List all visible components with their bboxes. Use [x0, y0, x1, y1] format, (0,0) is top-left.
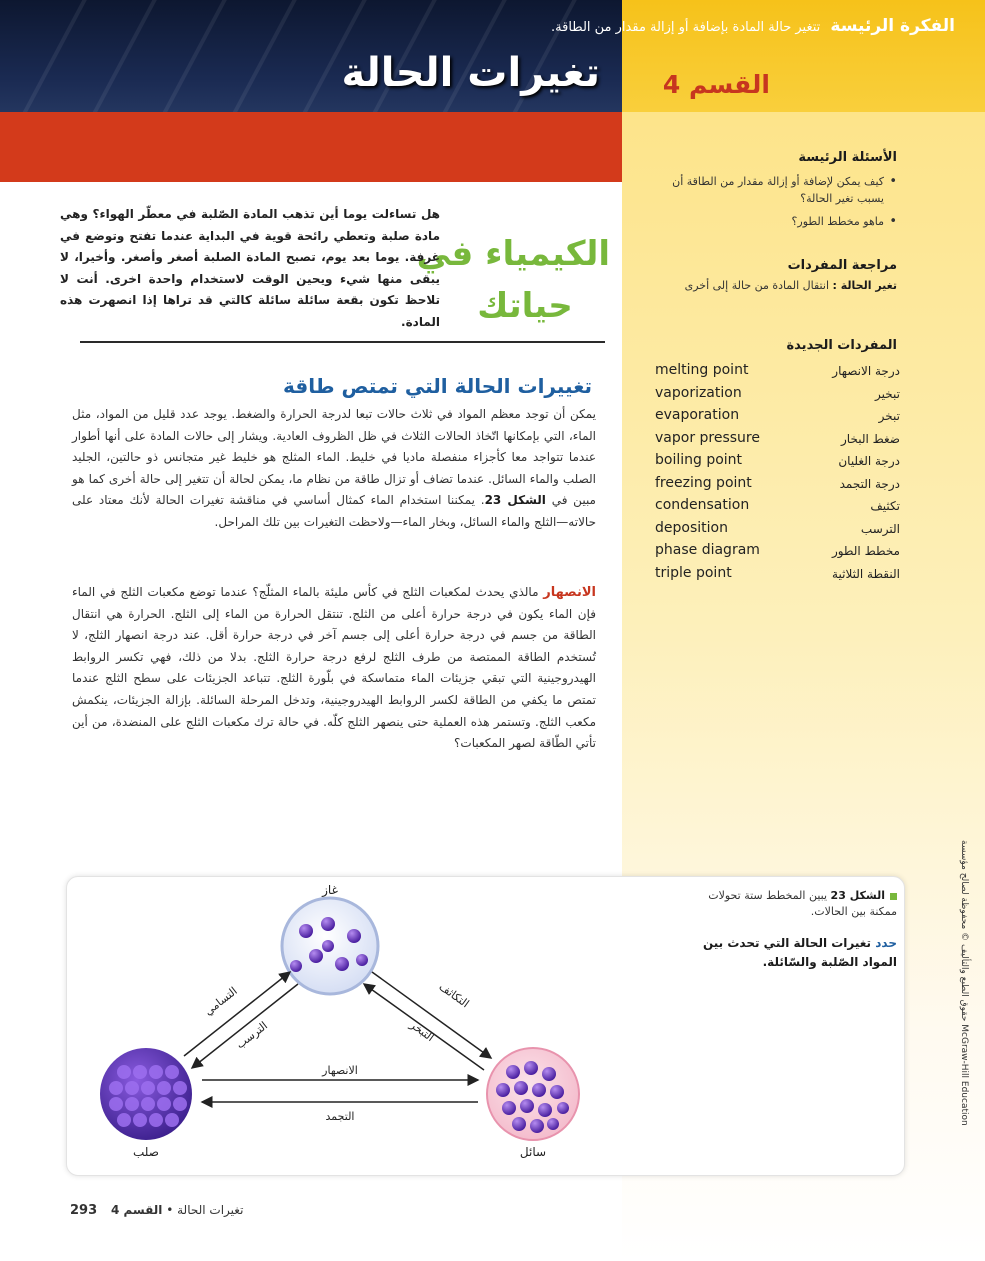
vocab-term-ar: الترسب: [860, 521, 900, 536]
figure-question: [682, 934, 897, 972]
vocab-term-ar: درجة الغليان: [838, 454, 900, 468]
vocab-term-ar: درجة التجمد: [839, 476, 900, 491]
new-vocabulary-list: [655, 360, 900, 585]
essential-questions: [647, 150, 897, 230]
vocab-term-ar: مخطط الطور: [831, 544, 900, 558]
liquid-label: سائل: [519, 1145, 547, 1159]
vocab-term-en: deposition: [655, 519, 728, 536]
essential-question: • ماهو مخطط الطور؟: [647, 213, 897, 230]
new-vocabulary-heading-wrap: [647, 338, 897, 353]
condensation-label: التكاثف: [436, 980, 472, 1011]
gas-label: غاز: [322, 883, 338, 897]
phase-change-diagram: [66, 876, 626, 1176]
vocab-term-en: vapor pressure: [655, 429, 760, 446]
sublimation-label: التسامي: [201, 984, 240, 1019]
body-paragraph: [72, 582, 596, 755]
vocab-item: [655, 563, 900, 586]
freezing-label: التجمد: [325, 1110, 355, 1123]
divider: [80, 341, 605, 343]
paragraph-text: . يمكننا استخدام الماء كمثال أساسي في مناقشة تغيرات الحالة لأنك معتاد على حالاته—الثلج والماء السائل، وبخار الماء—ولاحظت التغيرات بين تلك المراحل.: [72, 493, 596, 529]
vocab-item: [655, 518, 900, 541]
vocab-term-ar: تبخر: [878, 409, 900, 423]
vocab-item: [655, 540, 900, 563]
melting-label: الانصهار: [322, 1064, 358, 1077]
deposition-arrow: [192, 984, 298, 1068]
paragraph-text: مالذي يحدث لمكعبات الثلج في كأس مليئة بالماء المثلّج؟ عندما توضع مكعبات الثلج في الماء فإن الماء يكون في درجة حرارة أعلى من الثلج. تنتقل الحرارة من الماء إلى الثلج. الحرارة هي انتقال الطاقة من جسم في درجة حرارة أعلى إلى جسم آخر في درجة حرارة أقل. عند درجة انصهار الثلج، لا تُستخدم الطاقة الممتصة من طرف الثلج لرفع درجة حرارة الثلج. بدلا من ذلك، فهي تكسر الروابط الهيدروجينية التي تبقي جزيئات الماء متماسكة في بلّورة الثلج. تتباعد الجزيئات على سطح الثلج عندما تمتص ما يكفي من الطاقة لكسر الروابط الهيدروجينية، وتدخل المرحلة السائلة. بإزالة الجزيئات، ينكمش مكعب الثلج. وتستمر هذه العملية حتى ينصهر الثلج كلّه. في حالة ترك مكعبات الثلج على المنضدة، من أين تأتي الطّاقة لصهر المكعبات؟: [72, 585, 596, 751]
vocab-item: [655, 450, 900, 473]
caption-bullet-icon: [890, 893, 897, 900]
melting-lead-term: الانصهار: [543, 585, 596, 600]
review-vocabulary-heading: مراجعة المفردات: [787, 258, 897, 273]
vocab-term-en: triple point: [655, 564, 732, 581]
review-definition: انتقال المادة من حالة إلى أخرى: [684, 279, 829, 292]
figure-caption: [682, 888, 897, 920]
review-term: تغير الحالة :: [832, 279, 897, 292]
page-title: تغيرات الحالة: [341, 50, 600, 96]
vocab-item: [655, 405, 900, 428]
vocab-term-en: boiling point: [655, 452, 743, 468]
vocab-item: [655, 383, 900, 406]
vocab-term-ar: تبخير: [875, 386, 900, 401]
vocab-term-en: condensation: [655, 497, 750, 513]
footer-section: القسم 4: [110, 1203, 163, 1217]
question-verb: حدد: [875, 936, 897, 950]
essential-questions-heading: الأسئلة الرئيسة: [798, 150, 897, 165]
liquid-sphere: [487, 1048, 579, 1140]
intro-title-line: الكيمياء في: [416, 234, 610, 274]
page-footer: [70, 1203, 370, 1218]
figure-reference: الشكل 23: [484, 493, 546, 508]
page-number: 293: [70, 1203, 98, 1218]
vocab-item: [655, 428, 900, 451]
vocab-term-ar: ضغط البخار: [841, 431, 900, 446]
vocab-term-en: melting point: [655, 362, 749, 378]
vocab-item: [655, 495, 900, 518]
big-idea-label: الفكرة الرئيسة: [830, 16, 955, 36]
new-vocabulary-heading: المفردات الجديدة: [786, 338, 897, 353]
solid-sphere: [100, 1048, 192, 1140]
vocab-term-en: freezing point: [655, 474, 752, 491]
intro-paragraph: هل تساءلت يوما أين تذهب المادة الصّلبة في معطّر الهواء؟ وهي مادة صلبة وتعطي رائحة قوية في البداية عندما تفتح وتوضع في غرفة. يوما بعد يوم، تصبح المادة الصلبة أصغر وأصغر. وأخيرا، لا يبقى منها شيء ويحين الوقت لاستخدام واحدة اخرى. أنت لا تلاحظ تكون بقعة سائلة سائلة كالتي قد تراها إذا انصهرت هذه المادة.: [60, 207, 440, 329]
vocab-term-ar: درجة الانصهار: [832, 364, 900, 378]
vocab-term-en: phase diagram: [655, 542, 760, 558]
vocab-item: [655, 473, 900, 496]
vocab-item: [655, 360, 900, 383]
footer-bullet: •: [162, 1203, 174, 1217]
review-vocabulary-definition: [647, 277, 897, 294]
caption-text: يبين المخطط ستة تحولات ممكنة بين الحالات.: [708, 889, 897, 918]
footer-title: تغيرات الحالة: [177, 1203, 244, 1217]
question-text: تغيرات الحالة التي تحدث بين المواد الصّلبة والسّائلة.: [702, 936, 897, 969]
deposition-label: الترسب: [233, 1019, 270, 1052]
solid-label: صلب: [133, 1145, 159, 1159]
section-heading: تغييرات الحالة التي تمتص طاقة: [282, 374, 592, 398]
vocab-term-en: evaporation: [655, 407, 740, 423]
copyright-text: حقوق الطبع والتأليف © محفوظة لصالح مؤسسة McGraw-Hill Education: [959, 840, 969, 1126]
intro-title-line: حياتك: [477, 286, 573, 326]
big-idea: [395, 16, 955, 36]
essential-question: • كيف يمكن لإضافة أو إزالة مقدار من الطاقة أن يسبب تغير الحالة؟: [647, 173, 897, 207]
condensation-arrow: [372, 972, 491, 1058]
vocab-term-en: vaporization: [655, 384, 742, 401]
section-label: القسم 4: [662, 70, 770, 99]
vocab-term-ar: النقطة الثلاثية: [832, 566, 900, 581]
review-vocabulary: [647, 258, 897, 294]
vaporization-label: التبخر: [407, 1018, 437, 1045]
body-paragraph: [72, 404, 596, 534]
gas-sphere: [282, 898, 378, 994]
paragraph-text: يمكن أن توجد معظم المواد في ثلاث حالات تبعا لدرجة الحرارة والضغط. يوجد عدد قليل من المواد، مثل الماء، التي بإمكانها اتّخاذ الحالات الثلاث في ظل الظروف العادية. ويشار إلى حالات المادة على أنها أطوار عندما تتواجد معا كأجزاء منفصلة ماديا في خليط. الماء المثلج هو خليط غير متجانس ذو حالتين، الجليد الصلب والماء السائل. عندما تضاف أو تزال طاقة من نظام ما، يمكن لحالة أن تتغير إلى حالة أخرى كما هو مبين في: [72, 407, 596, 508]
big-idea-band: [0, 112, 622, 182]
copyright-credit: [951, 840, 973, 1170]
big-idea-text: تتغير حالة المادة بإضافة أو إزالة مقدار من الطاقة.: [551, 20, 821, 35]
caption-figure-label: الشكل 23: [830, 889, 885, 902]
chemistry-in-life-title: [416, 228, 610, 332]
vocab-term-ar: تكثيف: [870, 499, 900, 513]
